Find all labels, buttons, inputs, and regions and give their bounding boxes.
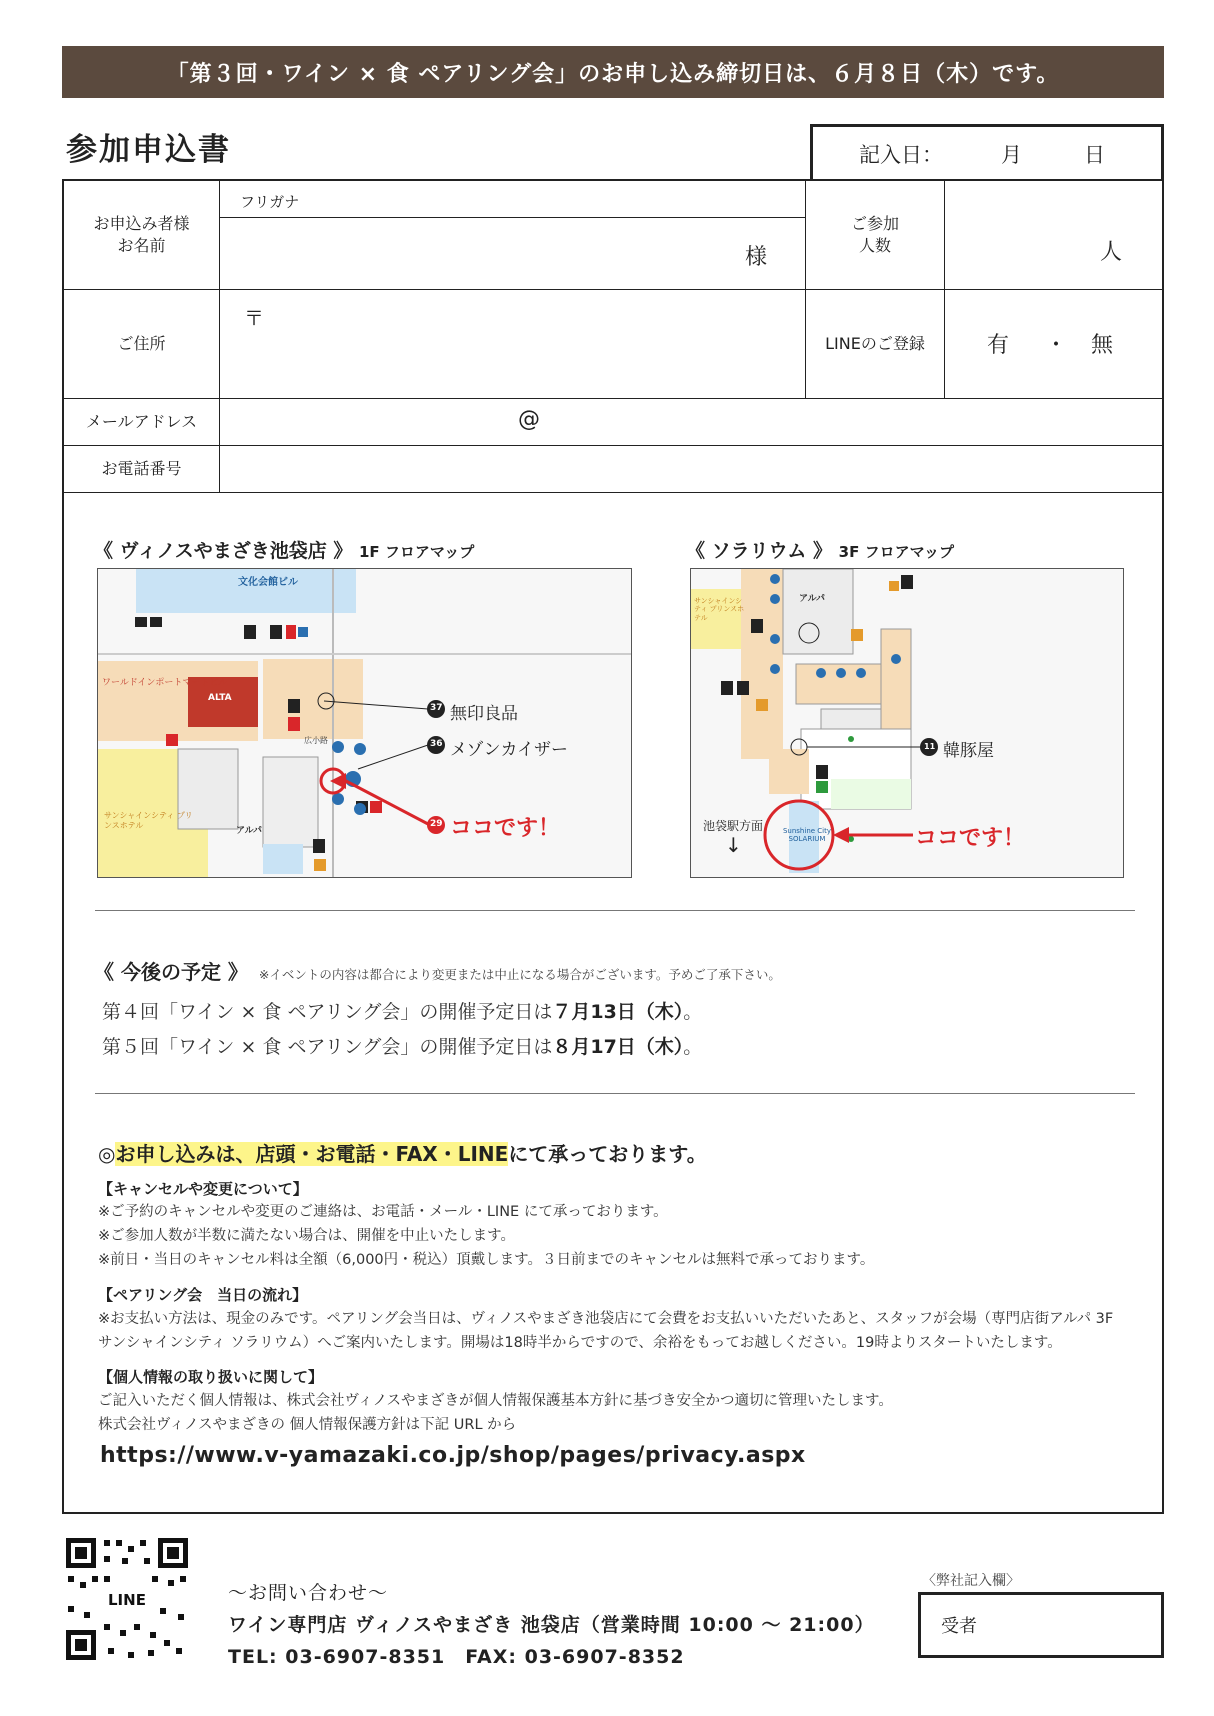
cancel-heading: 【キャンセルや変更について】 [98, 1180, 308, 1198]
ikebukuro-1f-floor-map [97, 568, 632, 878]
schedule-4th-date: ７月13日（木） [552, 1001, 684, 1023]
right-map-title-main: 《 ソラリウム 》 [686, 540, 833, 562]
station-direction-label: 池袋駅方面 [703, 819, 764, 833]
schedule-heading: 《 今後の予定 》 [94, 960, 248, 984]
divider-1 [95, 910, 1135, 911]
map-3f-alpa-label: アルパ [799, 594, 826, 604]
schedule-4th-end: 。 [683, 1001, 703, 1023]
schedule-title [94, 956, 781, 985]
schedule-5th-text: 第５回「ワイン × 食 ペアリング会」の開催予定日は [102, 1036, 553, 1058]
line-registration-choice[interactable] [945, 290, 1164, 399]
map-world-import-label: ワールドインポートマートビル [102, 678, 228, 688]
form-title: 参加申込書 [66, 132, 231, 168]
name-label-line1: お申込み者様 [93, 213, 190, 233]
deadline-banner: 「第３回・ワイン × 食 ペアリング会」のお申し込み締切日は、６月８日（木）です。 [62, 46, 1164, 98]
schedule-5th [102, 1032, 702, 1059]
address-field[interactable] [220, 290, 806, 399]
phone-field[interactable] [220, 446, 1164, 493]
right-map-here-label: ココです！ [915, 826, 1026, 851]
name-label-line2: お名前 [117, 236, 166, 255]
line-separator: ・ [1045, 333, 1068, 358]
left-map-title [94, 536, 474, 563]
name-label-cell [64, 181, 220, 290]
participant-count-label-cell [806, 181, 945, 290]
maison-kayser-label: メゾンカイザー [450, 740, 568, 760]
kanbuta-label: 韓豚屋 [943, 741, 994, 761]
divider-2 [95, 1093, 1135, 1094]
cancel-note-3: ※前日・当日のキャンセル料は全額（6,000円・税込）頂戴します。３日前までのキャンセルは無料で承っております。 [98, 1252, 875, 1268]
application-methods [98, 1138, 707, 1167]
line-qr-code[interactable] [64, 1536, 190, 1662]
privacy-note-1: ご記入いただく個人情報は、株式会社ヴィノスやまざきが個人情報保護基本方針に基づき安全かつ適切に管理いたします。 [98, 1393, 893, 1409]
contact-phone-fax: TEL: 03-6907-8351 FAX: 03-6907-8352 [228, 1646, 685, 1668]
map-3f-prince-hotel-label: サンシャインシティ プリンスホテル [694, 597, 745, 622]
solarium-label: Sunshine City SOLARIUM [782, 827, 832, 844]
qr-line-label: LINE [108, 1591, 146, 1609]
day-label: 日 [1084, 142, 1105, 167]
map-bunka-kaikan-label: 文化会館ビル [238, 577, 298, 588]
line-registration-label: LINEのご登録 [825, 333, 925, 353]
flow-heading: 【ペアリング会 当日の流れ】 [98, 1286, 308, 1304]
schedule-note: ※イベントの内容は都合により変更または中止になる場合がございます。予めご了承下さい。 [258, 967, 781, 982]
right-map-title [686, 536, 954, 563]
phone-label-cell [64, 446, 220, 493]
apply-mark: ◎ [98, 1142, 116, 1166]
left-map-title-suffix: 1F フロアマップ [358, 543, 475, 561]
email-label: メールアドレス [85, 411, 198, 431]
contact-title: ～お問い合わせ～ [228, 1582, 389, 1604]
email-field[interactable] [220, 399, 1164, 446]
muji-number-label: 37 [430, 703, 443, 713]
office-use-label: 〈弊社記入欄〉 [922, 1573, 1020, 1589]
furigana-field[interactable] [220, 181, 806, 218]
schedule-5th-date: ８月17日（木） [552, 1036, 684, 1058]
left-map-here-label: ココです！ [450, 816, 561, 841]
entry-date-box[interactable] [810, 124, 1164, 180]
phone-label: お電話番号 [101, 458, 182, 478]
map-alta-label: ALTA [208, 693, 232, 703]
left-map-title-main: 《 ヴィノスやまざき池袋店 》 [94, 540, 353, 562]
line-no-option[interactable]: 無 [1091, 333, 1114, 358]
line-registration-label-cell [806, 290, 945, 399]
flow-note: ※お支払い方法は、現金のみです。ペアリング会当日は、ヴィノスやまざき池袋店にて会費をお支払いいただいたあと、スタッフが会場（専門店街アルパ 3F サンシャインシティ ソラリウム）へご案内いたします。開場は18時半からですので、余裕をもってお越しください。19時よりスタートいたします。 [98, 1311, 1114, 1351]
kanbuta-number-label: 11 [924, 742, 936, 751]
apply-rest: にて承っております。 [508, 1142, 707, 1166]
privacy-heading: 【個人情報の取り扱いに関して】 [98, 1368, 324, 1386]
count-label-line1: ご参加 [850, 213, 899, 233]
maison-kayser-number-label: 36 [430, 739, 443, 749]
muji-label: 無印良品 [450, 704, 518, 724]
shop-29-number-label: 29 [430, 819, 443, 829]
right-map-title-suffix: 3F フロアマップ [838, 543, 954, 561]
schedule-4th [102, 997, 702, 1024]
furigana-label: フリガナ [240, 193, 300, 211]
apply-highlight: お申し込みは、店頭・お電話・FAX・LINE [115, 1142, 509, 1166]
office-use-field[interactable] [918, 1592, 1164, 1658]
line-yes-option[interactable]: 有 [987, 333, 1010, 358]
cancel-note-2: ※ご参加人数が半数に満たない場合は、開催を中止いたします。 [98, 1228, 515, 1244]
privacy-note-2: 株式会社ヴィノスやまざきの 個人情報保護方針は下記 URL から [98, 1417, 517, 1433]
office-receiver-label: 受者 [941, 1616, 977, 1637]
count-label-line2: 人数 [858, 236, 891, 255]
address-label-cell [64, 290, 220, 399]
address-label: ご住所 [117, 333, 166, 353]
entry-date-label: 記入日： [859, 142, 943, 167]
map-prince-hotel-label: サンシャインシティ プリンスホテル [104, 811, 193, 830]
at-mark: @ [518, 407, 540, 432]
station-arrow-icon: ↓ [725, 833, 742, 857]
postal-mark: 〒 [244, 306, 264, 330]
schedule-5th-end: 。 [683, 1036, 703, 1058]
solarium-3f-floor-map [690, 568, 1124, 878]
schedule-4th-text: 第４回「ワイン × 食 ペアリング会」の開催予定日は [102, 1001, 553, 1023]
count-unit: 人 [1099, 240, 1122, 265]
contact-store: ワイン専門店 ヴィノスやまざき 池袋店（営業時間 10:00 ～ 21:00） [228, 1614, 875, 1636]
cancel-note-1: ※ご予約のキャンセルや変更のご連絡は、お電話・メール・LINE にて承っております。 [98, 1204, 668, 1220]
sama-label: 様 [744, 245, 767, 270]
map-alpa-label: アルパ [236, 826, 263, 836]
privacy-url-link[interactable]: https://www.v-yamazaki.co.jp/shop/pages/privacy.aspx [100, 1443, 806, 1468]
name-field[interactable] [220, 218, 806, 290]
month-label: 月 [1001, 142, 1022, 167]
map-hiroba-label: 広小路 [304, 736, 328, 745]
participant-count-field[interactable] [945, 181, 1164, 290]
email-label-cell [64, 399, 220, 446]
